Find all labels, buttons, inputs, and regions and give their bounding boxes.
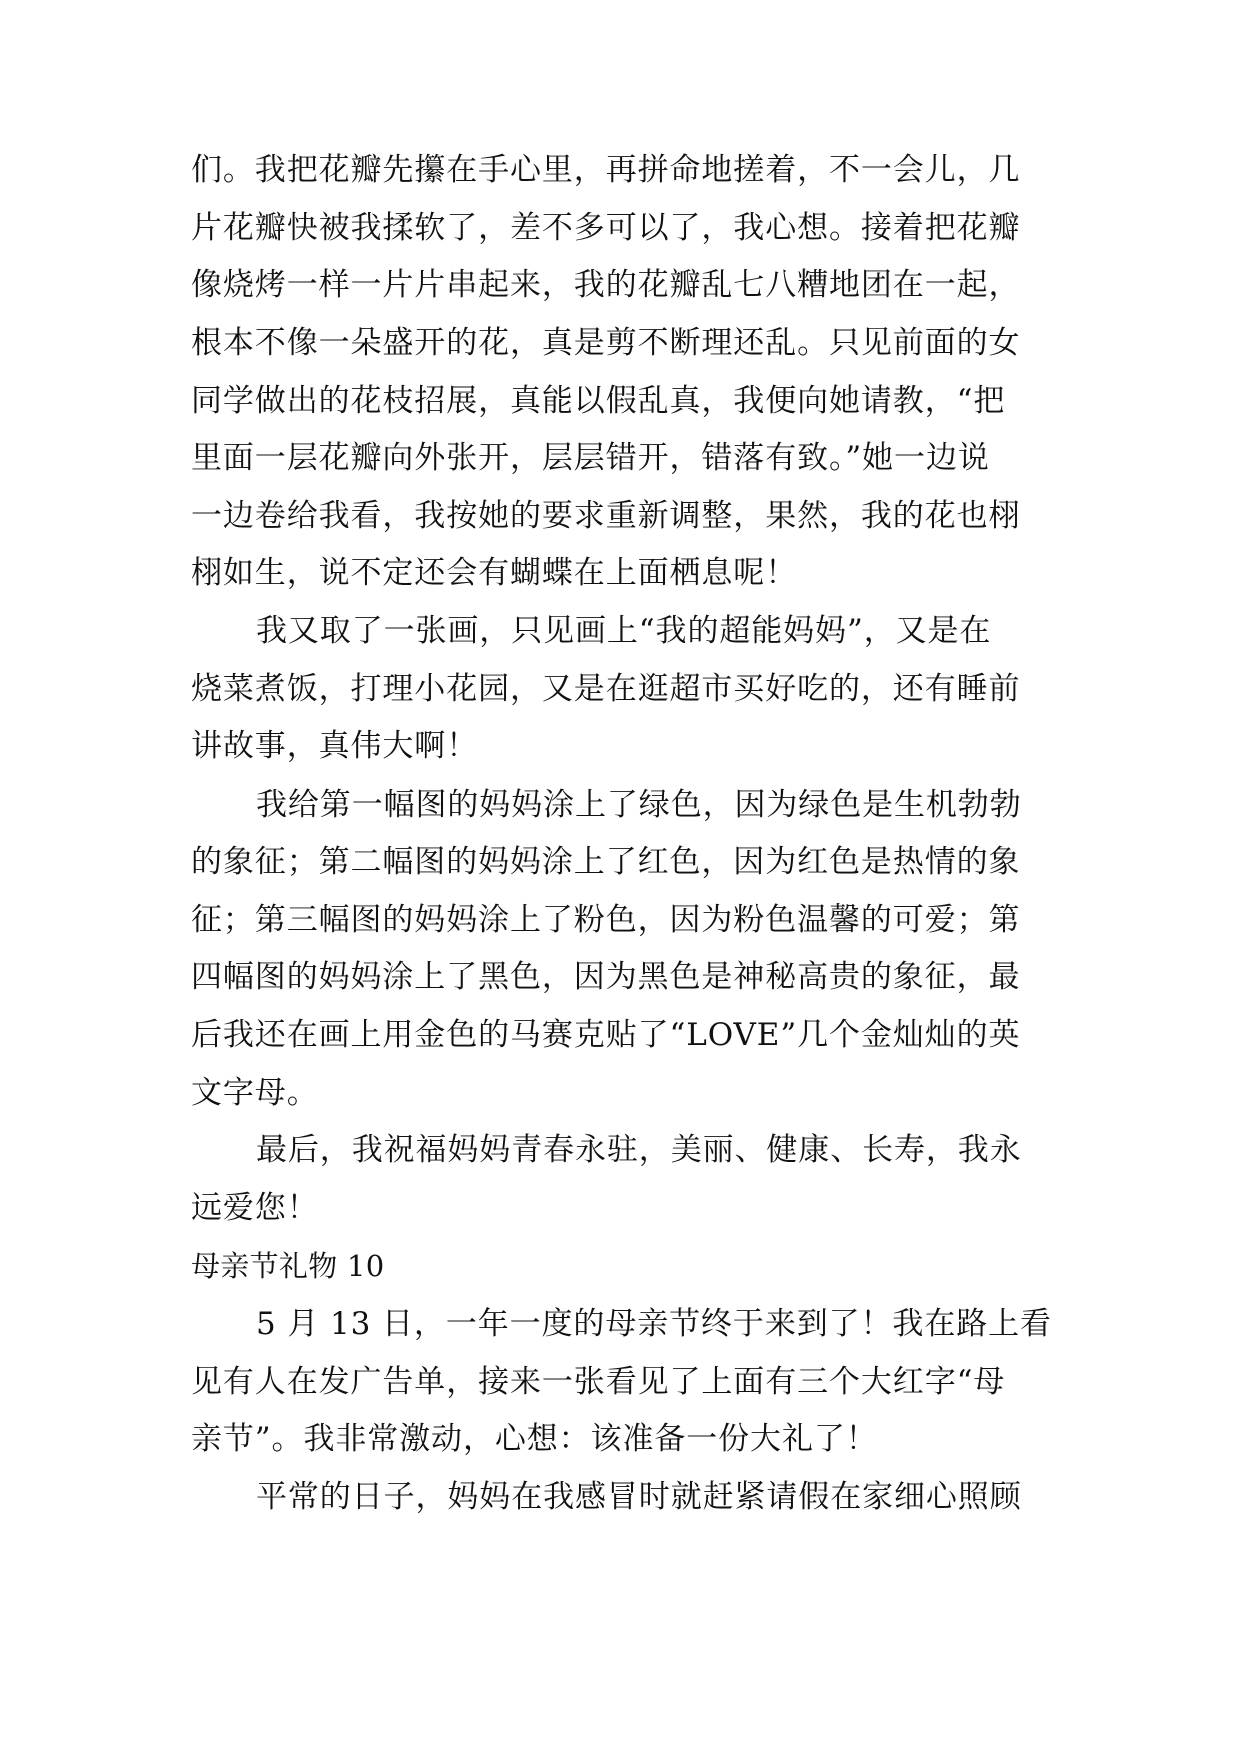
text-line: 烧菜煮饭，打理小花园，又是在逛超市买好吃的，还有睡前 xyxy=(191,671,1021,707)
paragraph-start: 5 月 13 日，一年一度的母亲节终于来到了！我在路上看 xyxy=(256,1306,1052,1342)
text-line: 们。我把花瓣先攥在手心里，再拼命地搓着，不一会儿，几 xyxy=(191,152,1021,188)
text-line: 文字母。 xyxy=(191,1075,319,1111)
paragraph-start: 我又取了一张画，只见画上“我的超能妈妈”，又是在 xyxy=(256,613,992,649)
section-heading: 母亲节礼物 10 xyxy=(191,1249,385,1283)
paragraph-start: 最后，我祝福妈妈青春永驻，美丽、健康、长寿，我永 xyxy=(256,1132,1022,1168)
paragraph-start: 平常的日子，妈妈在我感冒时就赶紧请假在家细心照顾 xyxy=(256,1479,1022,1515)
text-line: 讲故事，真伟大啊！ xyxy=(191,728,479,764)
text-line: 里面一层花瓣向外张开，层层错开，错落有致。”她一边说 xyxy=(191,440,990,476)
text-line: 像烧烤一样一片片串起来，我的花瓣乱七八糟地团在一起， xyxy=(191,267,1021,303)
text-line: 栩如生，说不定还会有蝴蝶在上面栖息呢！ xyxy=(191,555,798,591)
text-line: 征；第三幅图的妈妈涂上了粉色，因为粉色温馨的可爱；第 xyxy=(191,902,1021,938)
text-line: 片花瓣快被我揉软了，差不多可以了，我心想。接着把花瓣 xyxy=(191,210,1021,246)
text-line: 后我还在画上用金色的马赛克贴了“LOVE”几个金灿灿的英 xyxy=(191,1017,1021,1053)
text-line: 同学做出的花枝招展，真能以假乱真，我便向她请教，“把 xyxy=(191,383,1006,419)
text-line: 亲节”。我非常激动，心想：该准备一份大礼了！ xyxy=(191,1421,878,1457)
text-line: 远爱您！ xyxy=(191,1190,319,1226)
text-line: 一边卷给我看，我按她的要求重新调整，果然，我的花也栩 xyxy=(191,498,1021,534)
text-line: 四幅图的妈妈涂上了黑色，因为黑色是神秘高贵的象征，最 xyxy=(191,959,1021,995)
text-line: 见有人在发广告单，接来一张看见了上面有三个大红字“母 xyxy=(191,1364,1006,1400)
paragraph-start: 我给第一幅图的妈妈涂上了绿色，因为绿色是生机勃勃 xyxy=(256,787,1022,823)
text-line: 的象征；第二幅图的妈妈涂上了红色，因为红色是热情的象 xyxy=(191,844,1021,880)
text-line: 根本不像一朵盛开的花，真是剪不断理还乱。只见前面的女 xyxy=(191,325,1021,361)
